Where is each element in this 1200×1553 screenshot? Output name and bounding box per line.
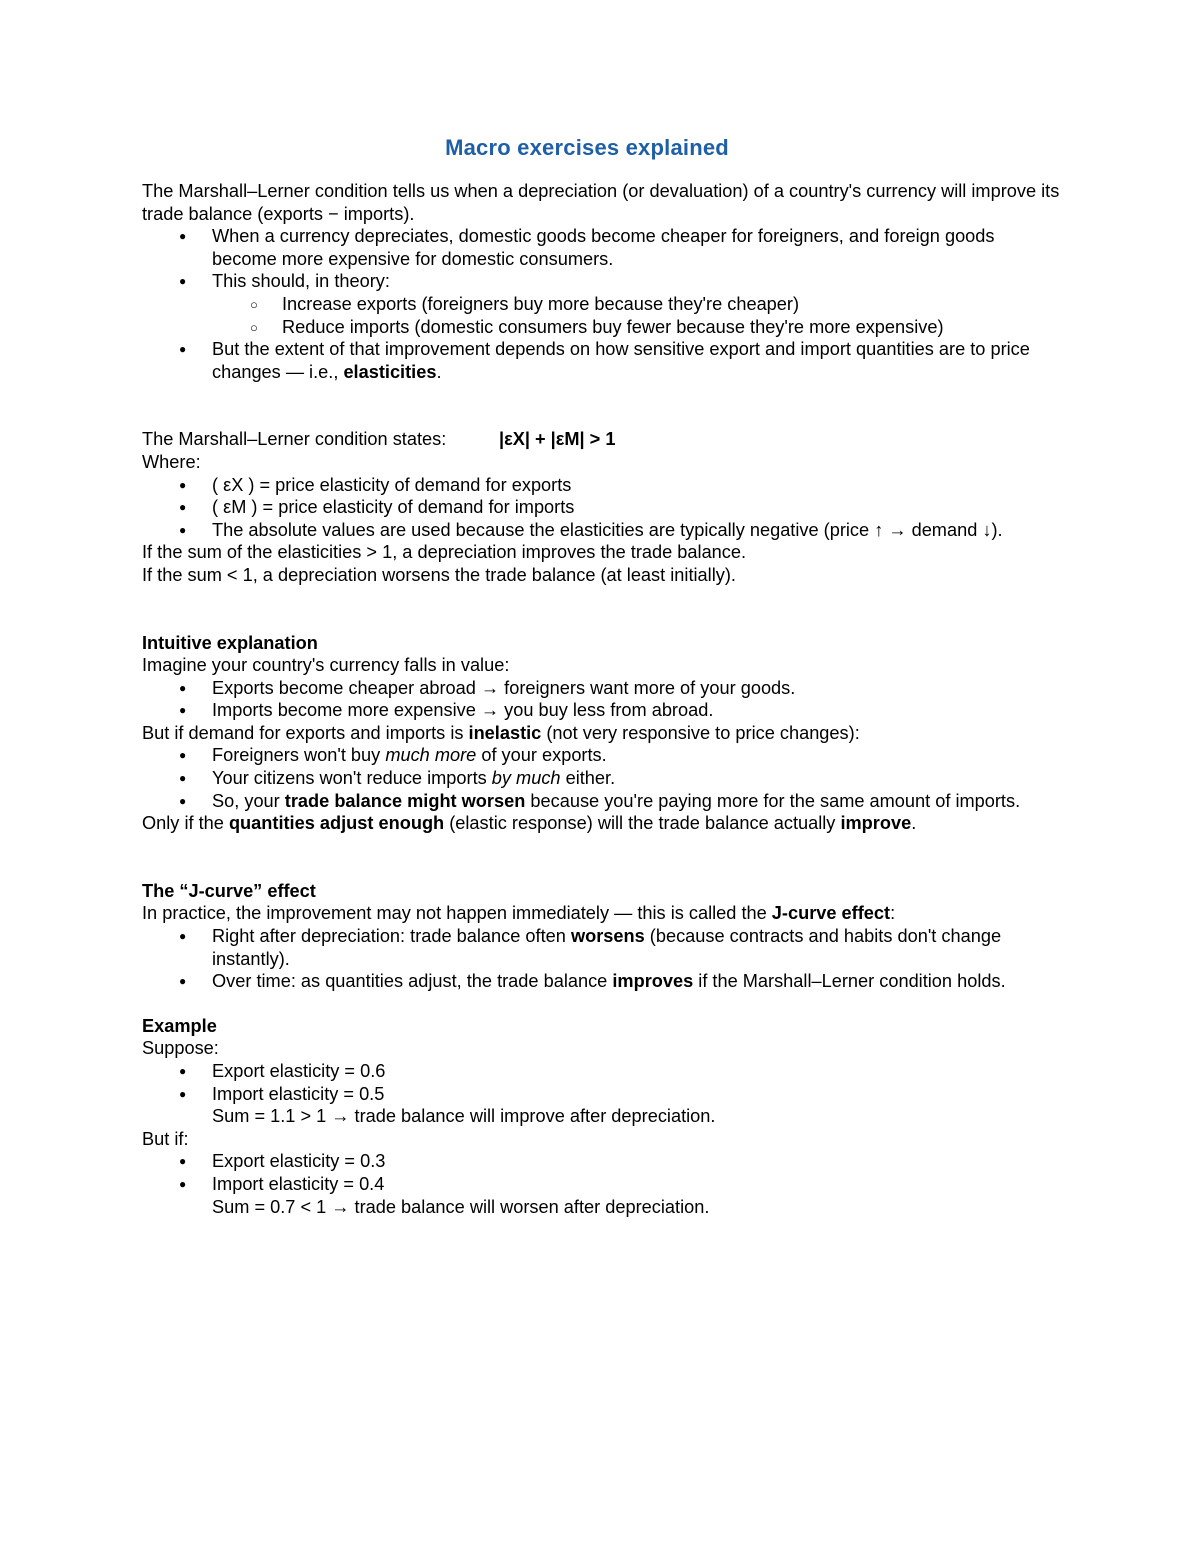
bullet-icon: ● — [179, 1086, 187, 1101]
spacer — [142, 993, 1062, 1015]
spacer — [142, 835, 1062, 880]
bullet-icon: ● — [179, 342, 187, 357]
list-item: ● ( εM ) = price elasticity of demand for imports — [179, 497, 575, 518]
bullet-icon: ● — [179, 522, 187, 537]
where-label: Where: — [142, 451, 201, 472]
list-item: ○ Increase exports (foreigners buy more because they're cheaper) — [142, 293, 1062, 316]
list-item: ○ Reduce imports (domestic consumers buy fewer because they're more expensive) — [142, 316, 1062, 339]
spacer — [142, 383, 1062, 428]
list-item: ● Exports become cheaper abroad → foreigners want more of your goods. — [179, 677, 796, 698]
bullet-icon: ● — [179, 771, 187, 786]
bullet-icon: ● — [179, 680, 187, 695]
example-but-if: But if: — [142, 1128, 189, 1149]
bullet-icon: ● — [179, 477, 187, 492]
intuitive-but: But if demand for exports and imports is inelastic (not very responsive to price changes): — [142, 722, 860, 743]
circle-bullet-icon: ○ — [250, 319, 258, 335]
document-body — [142, 132, 1062, 1218]
bullet-icon: ● — [179, 1176, 187, 1191]
example-sum-2: Sum = 0.7 < 1 → trade balance will worsen after depreciation. — [212, 1196, 710, 1217]
list-item: ● Foreigners won't buy much more of your exports. — [179, 745, 607, 766]
list-item: ● Export elasticity = 0.6 — [179, 1061, 386, 1081]
bullet-icon: ● — [179, 229, 187, 244]
section-heading: Example — [142, 1015, 217, 1036]
section-heading: Intuitive explanation — [142, 632, 318, 653]
example-sum-1: Sum = 1.1 > 1 → trade balance will improve after depreciation. — [212, 1106, 716, 1127]
list-item: ● When a currency depreciates, domestic goods become cheaper for foreigners, and foreign goods become more expensive for domestic consumers. — [179, 226, 995, 269]
bullet-icon: ● — [179, 1154, 187, 1169]
jcurve-lead: In practice, the improvement may not happen immediately — this is called the J-curve effect: — [142, 903, 896, 924]
intuitive-bullet-list — [142, 677, 1062, 722]
list-item: ● Over time: as quantities adjust, the trade balance improves if the Marshall–Lerner condition holds. — [179, 971, 1006, 992]
bullet-icon: ● — [179, 1064, 187, 1078]
bullet-icon: ● — [179, 929, 187, 944]
list-item: ● Imports become more expensive → you buy less from abroad. — [179, 700, 714, 721]
condition-bullet-list — [142, 474, 1062, 542]
jcurve-bullet-list — [142, 925, 1062, 993]
page-title: Macro exercises explained — [445, 135, 729, 160]
intro-bullet-list — [142, 225, 1062, 293]
list-item: ● The absolute values are used because the elasticities are typically negative (price ↑ → demand ↓). — [179, 519, 1003, 540]
bullet-icon: ● — [179, 974, 187, 989]
bullet-icon: ● — [179, 274, 187, 289]
list-item: ● Right after depreciation: trade balance often worsens (because contracts and habits don't change instantly). — [179, 926, 1002, 969]
bullet-icon: ● — [179, 500, 187, 515]
condition-line: The Marshall–Lerner condition states: |εX| + |εM| > 1 — [142, 429, 616, 450]
intro-paragraph: The Marshall–Lerner condition tells us when a depreciation (or devaluation) of a country's currency will improve its trade balance (exports − imports). — [142, 181, 1060, 224]
example-suppose: Suppose: — [142, 1038, 219, 1059]
condition-result-2: If the sum < 1, a depreciation worsens the trade balance (at least initially). — [142, 564, 736, 585]
condition-result-1: If the sum of the elasticities > 1, a depreciation improves the trade balance. — [142, 542, 747, 563]
spacer — [142, 587, 1062, 632]
intuitive-lead: Imagine your country's currency falls in value: — [142, 655, 510, 676]
list-item: ● Import elasticity = 0.4 — [179, 1173, 385, 1194]
formula: |εX| + |εM| > 1 — [499, 429, 616, 450]
circle-bullet-icon: ○ — [250, 296, 258, 312]
list-item: ● This should, in theory: — [179, 271, 390, 292]
list-item: ● So, your trade balance might worsen because you're paying more for the same amount of imports. — [179, 790, 1021, 811]
bullet-icon: ● — [179, 748, 187, 763]
list-item: ● Your citizens won't reduce imports by much either. — [179, 768, 616, 789]
section-heading: The “J-curve” effect — [142, 880, 316, 901]
example-list-2 — [142, 1150, 1062, 1195]
intuitive-consequence-list — [142, 744, 1062, 812]
intro-bullet-list-2 — [142, 338, 1062, 383]
list-item: ● ( εX ) = price elasticity of demand for exports — [179, 474, 572, 495]
bullet-icon: ● — [179, 703, 187, 718]
list-item: ● But the extent of that improvement depends on how sensitive export and import quantities are to price changes — i.e., elasticities. — [179, 339, 1030, 382]
example-list-1 — [142, 1060, 1062, 1105]
list-item: ● Import elasticity = 0.5 — [179, 1083, 385, 1104]
intuitive-only-if: Only if the quantities adjust enough (elastic response) will the trade balance actually improve. — [142, 813, 917, 834]
intro-sub-list — [142, 293, 1062, 338]
bullet-icon: ● — [179, 793, 187, 808]
list-item: ● Export elasticity = 0.3 — [179, 1151, 386, 1172]
